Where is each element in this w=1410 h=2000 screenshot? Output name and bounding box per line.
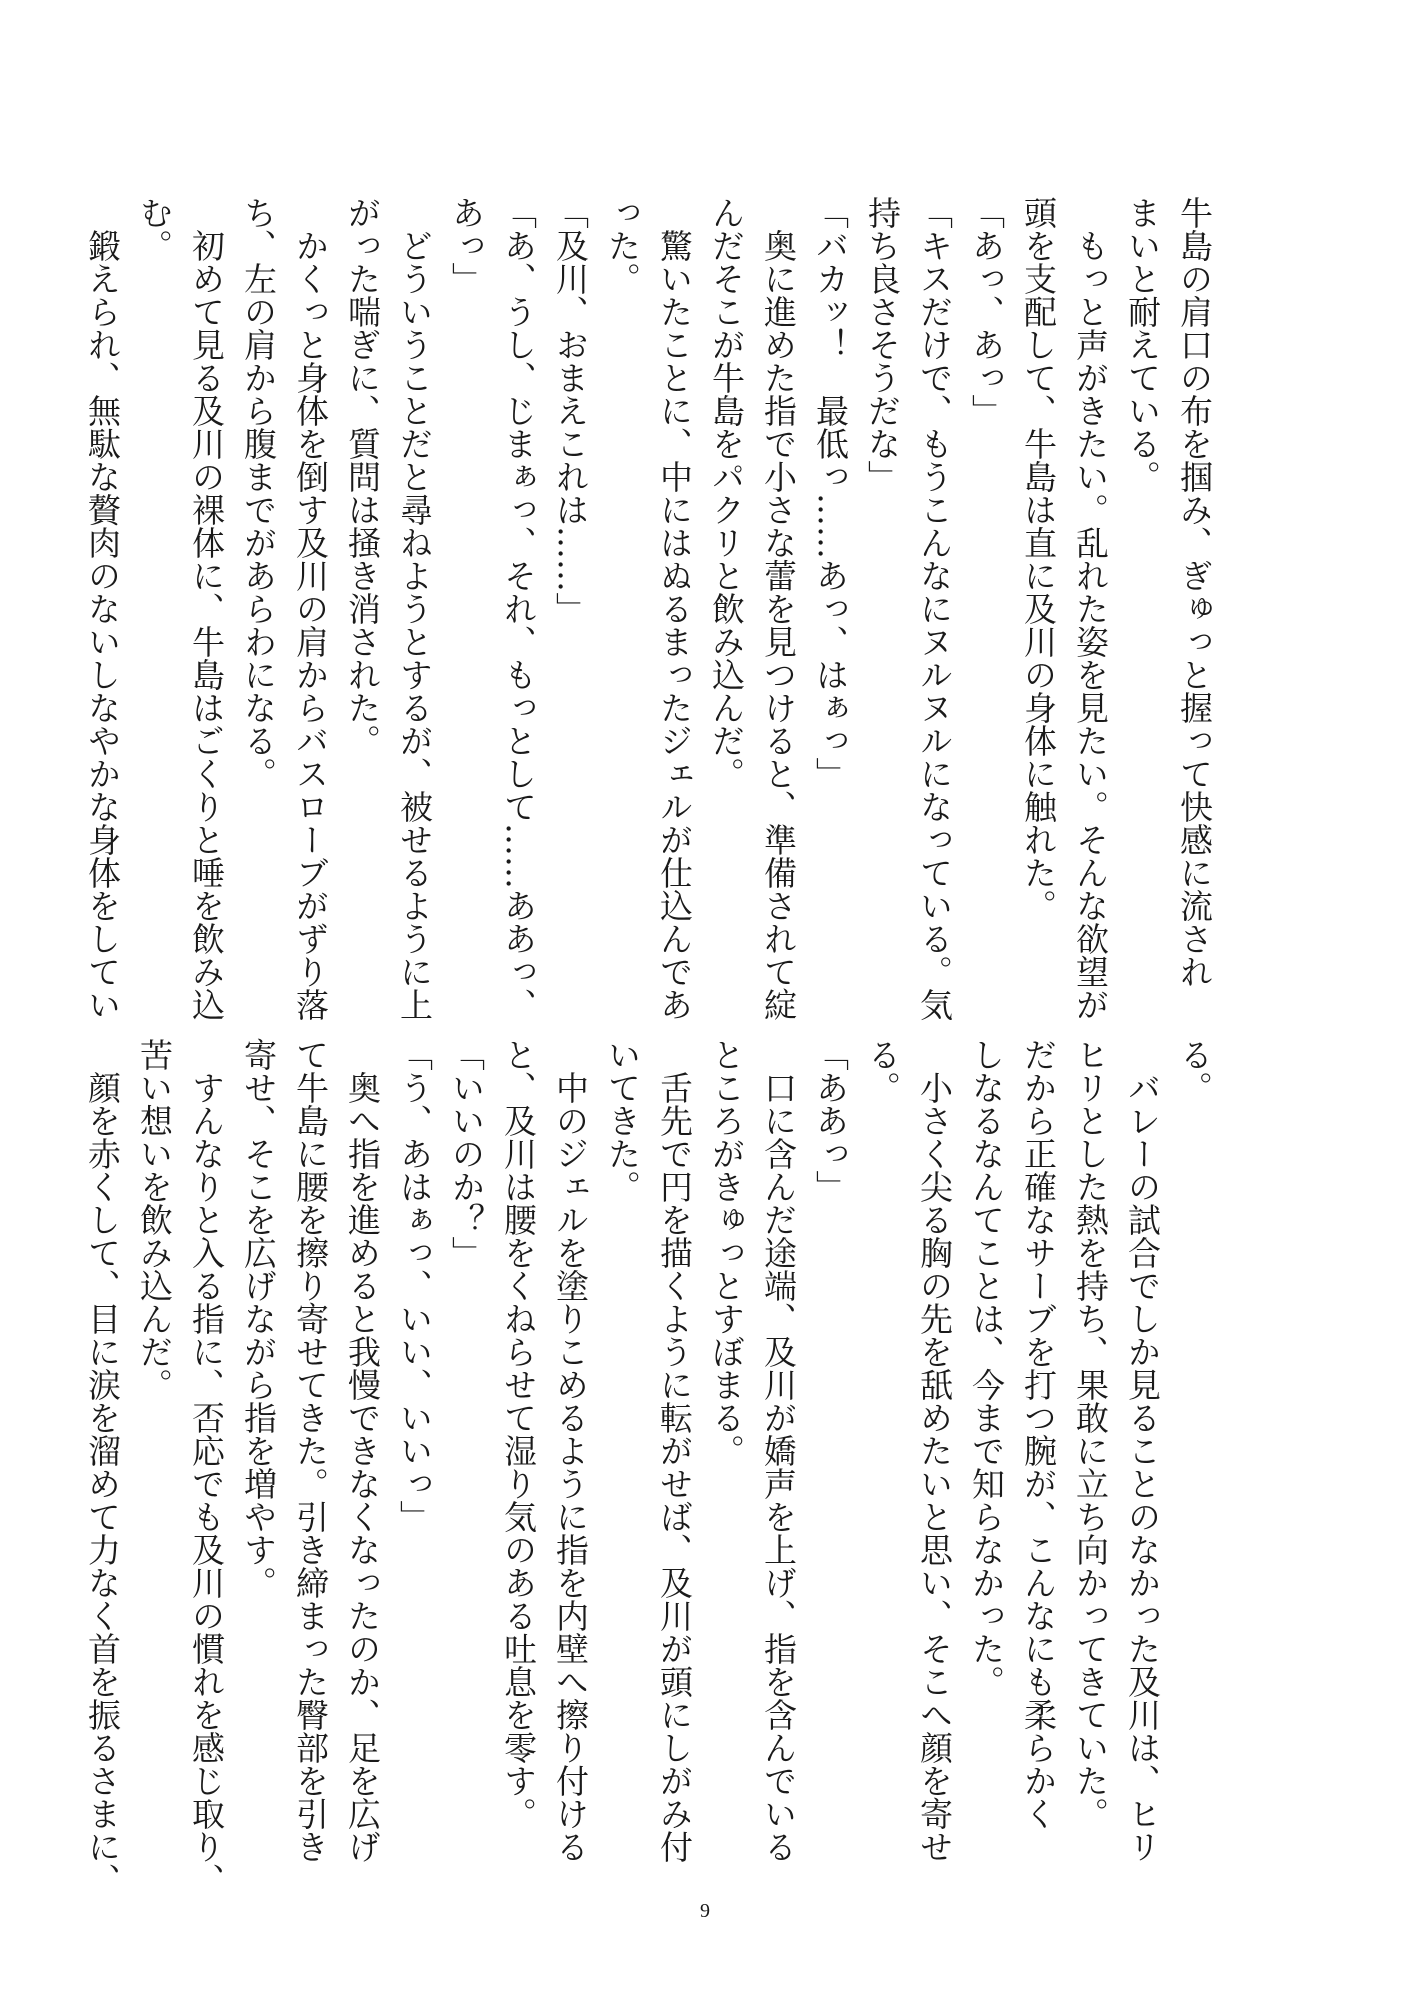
text-line: すんなりと入る指に、否応でも及川の慣れを感じ取り、 — [187, 1038, 226, 1896]
text-line: て牛島に腰を擦り寄せてきた。引き締まった臀部を引き — [291, 1038, 330, 1863]
text-line: ところがきゅっとすぼまる。 — [707, 1038, 746, 1467]
text-line: 小さく尖る胸の先を舐めたいと思い、そこへ顔を寄せ — [915, 1038, 954, 1863]
lower-text-block — [83, 1038, 1220, 1896]
text-line: んだそこが牛島をパクリと飲み込んだ。 — [707, 196, 746, 790]
text-line: 「いいのか？」 — [447, 1038, 486, 1269]
text-line: バレーの試合でしか見ることのなかった及川は、ヒリ — [1123, 1038, 1162, 1863]
text-line: いてきた。 — [603, 1038, 642, 1203]
text-line: どういうことだと尋ねようとするが、被せるように上 — [395, 196, 434, 1021]
text-line: 「う、あはぁっ、いい、いいっ」 — [395, 1038, 434, 1533]
text-line: 苦い想いを飲み込んだ。 — [135, 1038, 174, 1401]
page-number: 9 — [700, 1900, 710, 1922]
text-line: 初めて見る及川の裸体に、牛島はごくりと唾を飲み込 — [187, 196, 226, 1021]
text-line: 「ああっ」 — [811, 1038, 850, 1203]
text-line: 「バカッ！ 最低っ……あっ、はぁっ」 — [811, 196, 850, 790]
text-line: る。 — [863, 1038, 902, 1104]
text-line: ヒリとした熱を持ち、果敢に立ち向かってきていた。 — [1071, 1038, 1110, 1830]
text-line: まいと耐えている。 — [1123, 196, 1162, 493]
text-line: 「あ、うし、じまぁっ、それ、もっとして……ああっ、 — [499, 196, 538, 1021]
text-line: 「及川、おまえこれは……」 — [551, 196, 590, 625]
upper-text-block — [83, 196, 1220, 1021]
text-line: だから正確なサーブを打つ腕が、こんなにも柔らかく — [1019, 1038, 1058, 1830]
text-line: 奥に進めた指で小さな蕾を見つけると、準備されて綻 — [759, 196, 798, 1021]
text-line: 持ち良さそうだな」 — [863, 196, 902, 493]
text-line: しなるなんてことは、今まで知らなかった。 — [967, 1038, 1006, 1698]
text-line: 驚いたことに、中にはぬるまったジェルが仕込んであ — [655, 196, 694, 1021]
text-line: 頭を支配して、牛島は直に及川の身体に触れた。 — [1019, 196, 1058, 922]
text-line: ち、左の肩から腹までがあらわになる。 — [239, 196, 278, 790]
text-line: 寄せ、そこを広げながら指を増やす。 — [239, 1038, 278, 1599]
text-line: あっ」 — [447, 196, 486, 295]
text-line: 口に含んだ途端、及川が嬌声を上げ、指を含んでいる — [759, 1038, 798, 1863]
text-line: かくっと身体を倒す及川の肩からバスローブがずり落 — [291, 196, 330, 1021]
text-line: 舌先で円を描くように転がせば、及川が頭にしがみ付 — [655, 1038, 694, 1863]
text-line: む。 — [135, 196, 174, 262]
text-line: った。 — [603, 196, 642, 295]
text-line: る。 — [1175, 1038, 1214, 1104]
text-line: 顔を赤くして、目に涙を溜めて力なく首を振るさまに、 — [83, 1038, 122, 1896]
text-line: 奥へ指を進めると我慢できなくなったのか、足を広げ — [343, 1038, 382, 1863]
text-line: 「キスだけで、もうこんなにヌルヌルになっている。気 — [915, 196, 954, 1021]
text-line: 中のジェルを塗りこめるように指を内壁へ擦り付ける — [551, 1038, 590, 1863]
text-line: もっと声がきたい。乱れた姿を見たい。そんな欲望が — [1071, 196, 1110, 1021]
text-line: 「あっ、あっ」 — [967, 196, 1006, 427]
text-line: 牛島の肩口の布を掴み、ぎゅっと握って快感に流され — [1175, 196, 1214, 988]
text-line: がった喘ぎに、質問は掻き消された。 — [343, 196, 382, 757]
text-line: と、及川は腰をくねらせて湿り気のある吐息を零す。 — [499, 1038, 538, 1830]
text-line: 鍛えられ、無駄な贅肉のないしなやかな身体をしてい — [83, 196, 122, 1021]
